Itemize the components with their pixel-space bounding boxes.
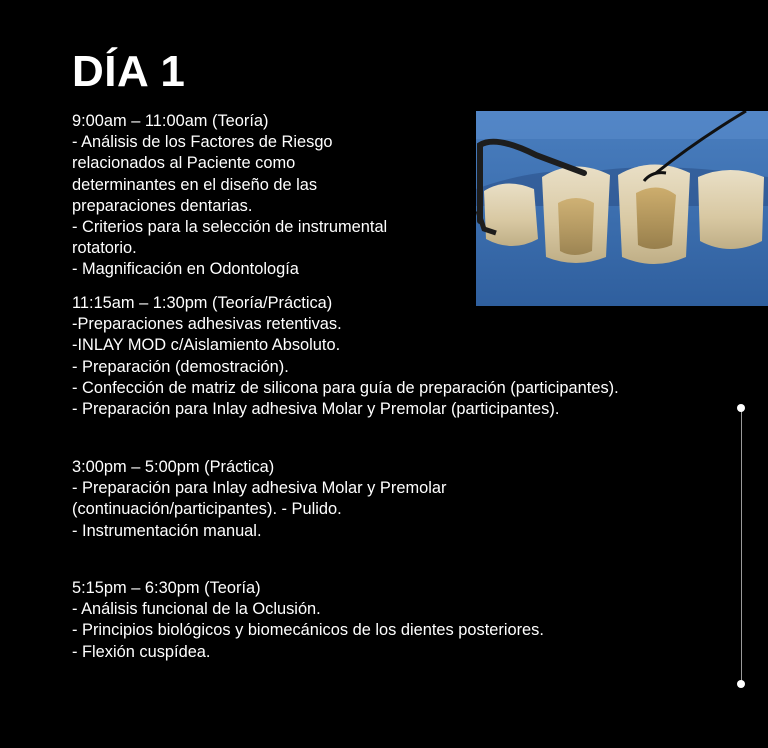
timeline-line (741, 408, 742, 684)
session-line: determinantes en el diseño de las (72, 175, 318, 194)
session-line: - Magnificación en Odontología (72, 260, 299, 279)
session-line: - Criterios para la selección de instrumental (72, 218, 388, 237)
session-2 (72, 293, 619, 420)
session-line: - Preparación para Inlay adhesiva Molar y Premolar (72, 479, 447, 498)
session-time: 9:00am – 11:00am (Teoría) (72, 112, 269, 130)
page-title: DÍA 1 (72, 47, 186, 96)
session-line: -INLAY MOD c/Aislamiento Absoluto. (72, 336, 341, 355)
session-line: relacionados al Paciente como (72, 154, 296, 173)
session-line: - Principios biológicos y biomecánicos de los dientes posteriores. (72, 621, 544, 640)
session-line: - Análisis de los Factores de Riesgo (72, 133, 333, 152)
session-time: 3:00pm – 5:00pm (Práctica) (72, 458, 275, 476)
session-line: - Instrumentación manual. (72, 521, 262, 540)
session-1 (72, 111, 387, 281)
session-line: preparaciones dentarias. (72, 196, 253, 215)
session-3 (72, 457, 446, 542)
session-line: (continuación/participantes). - Pulido. (72, 500, 342, 519)
session-line: -Preparaciones adhesivas retentivas. (72, 315, 342, 334)
timeline-dot-bottom (737, 680, 745, 688)
session-time: 11:15am – 1:30pm (Teoría/Práctica) (72, 294, 333, 312)
session-line: - Preparación para Inlay adhesiva Molar y Premolar (participantes). (72, 400, 560, 419)
session-line: rotatorio. (72, 239, 137, 258)
session-line: - Preparación (demostración). (72, 357, 289, 376)
session-line: - Flexión cuspídea. (72, 642, 211, 661)
session-time: 5:15pm – 6:30pm (Teoría) (72, 579, 261, 597)
timeline-dot-top (737, 404, 745, 412)
dental-inlay-photo (476, 111, 768, 306)
session-4 (72, 578, 544, 663)
session-line: - Confección de matriz de silicona para guía de preparación (participantes). (72, 378, 619, 397)
session-line: - Análisis funcional de la Oclusión. (72, 600, 321, 619)
